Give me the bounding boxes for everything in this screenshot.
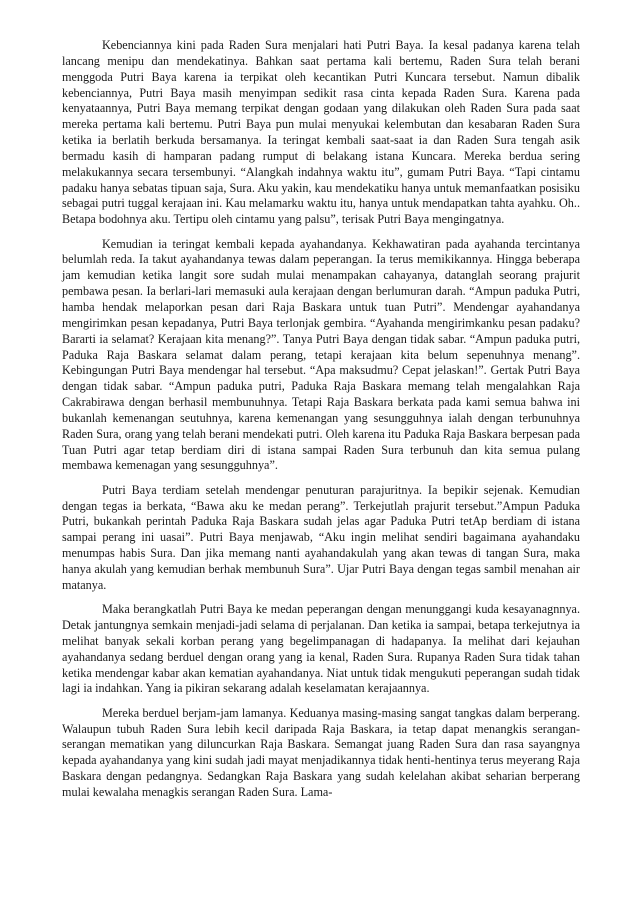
paragraph-2: Kemudian ia teringat kembali kepada ayahandanya. Kekhawatiran pada ayahanda tercintanya belumlah reda. Ia takut ayahandanya tewas dalam peperangan. Ia terus memikikannya. Hingga beberapa jam kemudian ketika langit sore sudah mulai menampakan cahayanya, datanglah seorang prajurit pembawa pesan. Ia berlari-lari memasuki aula kerajaan dengan berlumuran darah. “Ampun paduka Putri, hamba hendak melaporkan pesan dari Raja Baskara untuk tuan Putri”. Mendengar ayahandanya mengirimkan pesan kepadanya, Putri Baya terlonjak gembira. “Ayahanda mengirimkanku pesan padaku? Bararti ia selamat? Kerajaan kita menang?”. Tanya Putri Baya dengan tidak sabar. “Ampun paduka putri, Paduka Raja Baskara selamat dalam perang, tetapi kerajaan kita belum sepenuhnya menang”. Kebingungan Putri Baya mendengar hal tersebut. “Apa maksudmu? Cepat jelaskan!”. Gertak Putri Baya dengan tidak sabar. “Ampun paduka putri, Paduka Raja Baskara memang telah mengalahkan Raja Cakrabirawa dengan berhasil membunuhnya. Tetapi Raja Baskara berkata pada kami semua bahwa ini bukanlah kemenangan seutuhnya, karena kemenangan yang sesungguhnya ialah dengan terbunuhnya Raden Sura, orang yang telah berani mendekati putri. Oleh karena itu Paduka Raja Baskara berpesan pada Tuan Putri agar tetap berdiam diri di istana sampai Raden Sura terbunuh dan kita semua pulang membawa kemenagan yang sesungguhnya”.: [62, 236, 580, 473]
paragraph-4: Maka berangkatlah Putri Baya ke medan peperangan dengan menunggangi kuda kesayanagnnya. Detak jantungnya semkain menjadi-jadi selama di perjalanan. Dan ketika ia sampai, betapa terkejutnya ia melihat banyak sekali korban perang yang begelimpanagan di hadapanya. Ia melihat dari kejauhan ayahandanya sedang berduel dengan orang yang ia kenal, Raden Sura. Rupanya Raden Sura tidak tahan ketika mendengar kabar akan kematian ayahandanya. Niat untuk tidak mengukuti peperangan sudah tidak lagi ia indahkan. Yang ia pikiran sekarang adalah keselamatan kerajaannya.: [62, 602, 580, 696]
paragraph-3: Putri Baya terdiam setelah mendengar penuturan parajuritnya. Ia bepikir sejenak. Kemudian dengan tegas ia berkata, “Bawa aku ke medan perang”. Terkejutlah prajurit tersebut.”Ampun Paduka Putri, bukankah perintah Paduka Raja Baskara sudah jelas agar Paduka Putri tetAp berdiam di istana sampai perang ini uasai”. Putri Baya menjawab, “Aku ingin melihat sendiri bagaimana ayahandaku menumpas habis Sura. Dan jika memang nanti ayahandakulah yang akan tewas di tangan Sura, maka hanya akulah yang kemudian berhak membunuh Sura”. Ujar Putri Baya dengan tegas sambil menahan air matanya.: [62, 482, 580, 592]
paragraph-1: Kebenciannya kini pada Raden Sura menjalari hati Putri Baya. Ia kesal padanya karena telah lancang menipu dan mendekatinya. Bahkan saat pertama kali bertemu, Raden Sura telah berani menggoda Putri Baya karena ia terpikat oleh kecantikan Putri Kuncara tersebut. Namun dibalik kebenciannya, Putri Baya masih menyimpan sedikit rasa cinta kepada Raden Sura. Karena pada kenyataannya, Putri Baya memang terpikat dengan godaan yang dilakukan oleh Raden Sura pada saat mereka pertama kali bertemu. Putri Baya pun mulai menyukai kelembutan dan kesabaran Raden Sura ketika ia berlatih berkuda bersamanya. Ia teringat kembali saat-saat ia dan Raden Sura tengah asik bermadu kasih di hamparan padang rumput di belakang istana Kuncara. Mereka berdua sering melakukannya secara tersembunyi. “Alangkah indahnya waktu itu”, gumam Putri Baya. “Tapi cintamu padaku hanya sebatas tipuan saja, Sura. Aku yakin, kau mendekatiku hanya untuk memanfaatkan posisiku sebagai putri tuggal kerajaan ini. Kau melamarku waktu itu, hanya untuk mendapatkan tahta ayahku. Oh.. Betapa bodohnya aku. Tertipu oleh cintamu yang palsu”, terisak Putri Baya mengingatnya.: [62, 38, 580, 227]
document-page: [62, 38, 580, 809]
paragraph-5: Mereka berduel berjam-jam lamanya. Keduanya masing-masing sangat tangkas dalam berperang. Walaupun tubuh Raden Sura lebih kecil daripada Raja Baskara, ia tetap dapat menangkis serangan-serangan mematikan yang diluncurkan Raja Baskara. Semangat juang Raden Sura dan rasa sayangnya kepada ayahandanya yang kini sudah jadi mayat menjadikannya tidak henti-hentinya terus meyerang Raja Baskara dengan pedangnya. Sedangkan Raja Baskara yang sudah kelelahan akibat seharian berperang mulai kewalaha menagkis serangan Raden Sura. Lama-: [62, 705, 580, 799]
